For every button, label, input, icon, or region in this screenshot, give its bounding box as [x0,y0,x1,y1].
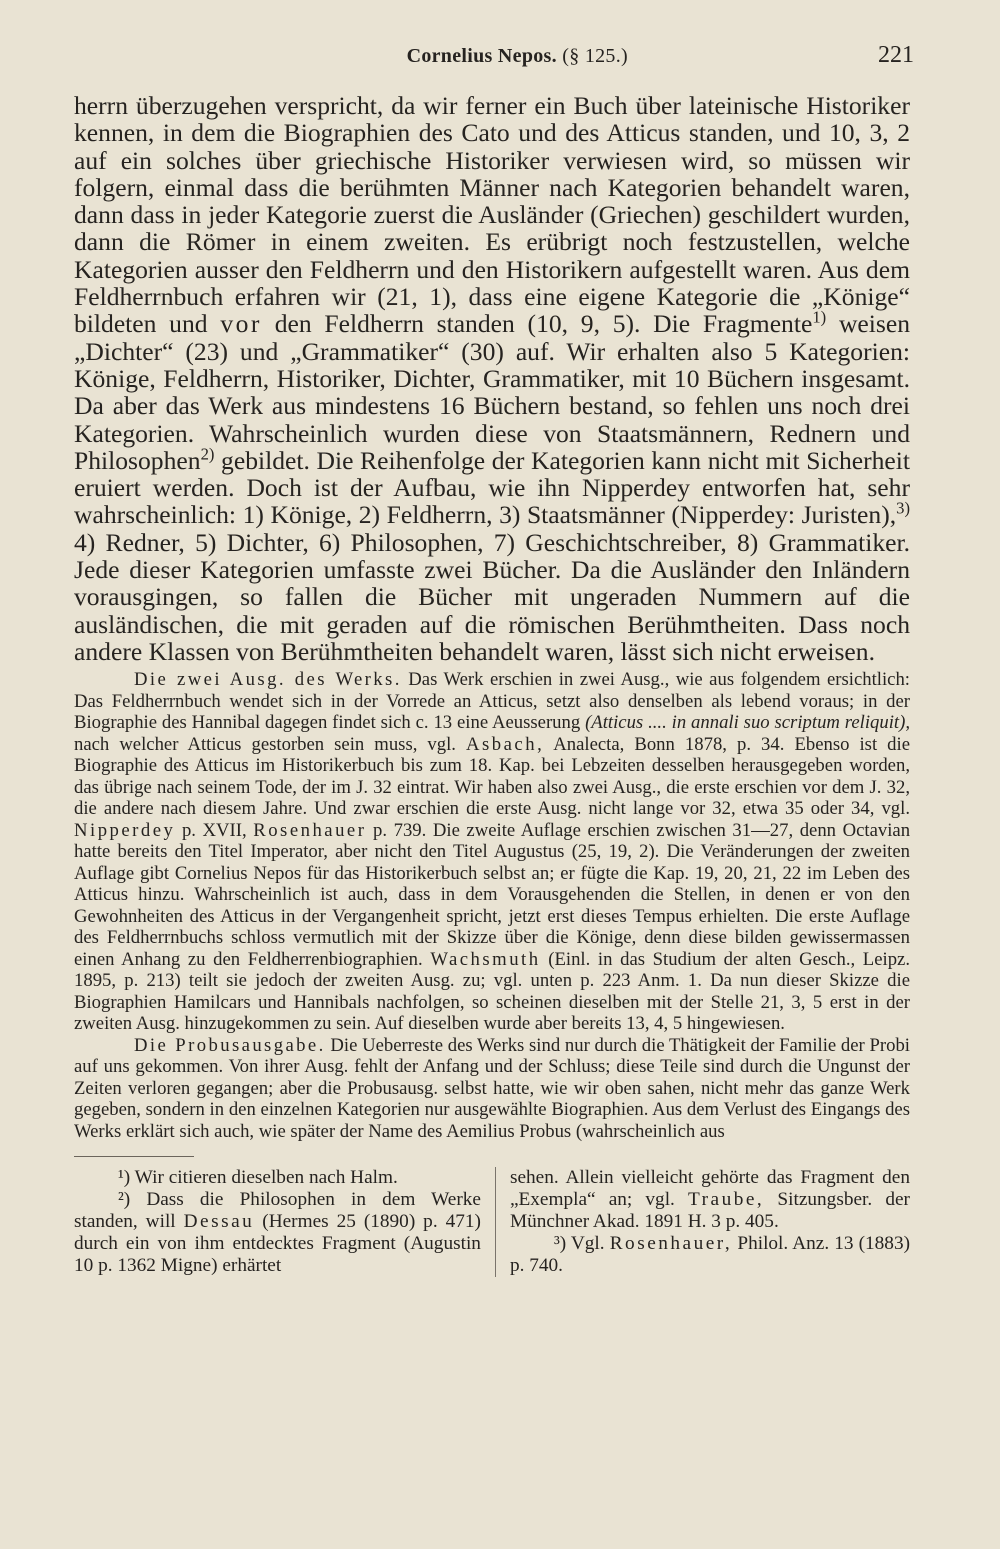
author-nipperdey: Nipperdey [74,819,176,841]
note-probus-text: Die Ueberreste des Werks sind nur durch die Thätigkeit der Familie der Probi auf uns gekommen. Von ihrer Ausg. fehlt der Anfang und der Schluss; diese Teile sind durch die Ungunst der Zeiten verloren gegangen; aber die Probusausg. selbst hatte, wie wir oben sahen, nicht mehr das ganze Werk gegeben, sondern in den einzelnen Kategorien nur ausgewählte Biographien. Aus dem Verlust des Eingangs des Werks erklärt sich auch, wie später der Name des Aemilius Probus (wahrscheinlich aus [74,1034,910,1142]
note-label-probus: Die Probusausgabe. [134,1034,326,1056]
author-dessau: Dessau [183,1211,255,1233]
note-label-two-editions: Die zwei Ausg. des Werks. [134,669,402,691]
footnotes [74,1167,910,1277]
main-paragraph [74,92,910,665]
main-text-spaced-vor: vor [220,309,262,339]
footnote-3-text-a: ³) Vgl. [553,1233,605,1255]
running-title-name: Cornelius Nepos. [406,45,557,67]
note-probus [74,1035,910,1143]
author-rosenhauer-footnote: Rosenhauer, [609,1233,733,1255]
author-traube: Traube, [688,1189,765,1211]
footnote-marker-1: 1) [812,307,827,327]
author-rosenhauer: Rosenhauer [253,819,367,841]
footnote-2-text-c: sehen. Allein vielleicht gehörte das Fragment den „Exempla“ an; vgl. [509,1167,910,1211]
page-header [74,42,914,82]
footnote-marker-2: 2) [200,444,215,464]
footnote-rule [74,1156,194,1157]
running-title-section: (§ 125.) [562,45,628,67]
footnotes-right-column [496,1167,910,1277]
note-text-d: p. XVII, [181,819,247,841]
main-text-part5: 4) Redner, 5) Dichter, 6) Philosophen, 7) Geschichtschreiber, 8) Grammatiker. Jede dieser Kategorien umfasste zwei Bücher. Da die Ausländer den Inländern vorausgingen, so fallen die Bücher mit ungeraden Nummern auf die ausländischen, die mit geraden auf die römischen Berühmtheiten. Dass noch andere Klassen von Berühmtheiten behandelt waren, lässt sich nicht erweisen. [74,527,910,666]
main-text-part1: herrn überzugehen verspricht, da wir ferner ein Buch über lateinische Historiker kennen, in dem die Biographien des Cato und des Atticus standen, und 10, 3, 2 auf ein solches über griechische Historiker verwiesen wird, so müssen wir folgern, einmal dass die berühmten Männer nach Kategorien behandelt waren, dann dass in jeder Kategorie zuerst die Ausländer (Griechen) geschildert wurden, dann die Römer in einem zweiten. Es erübrigt noch festzustellen, welche Kategorien ausser den Feldherrn und den Historikern aufgestellt waren. Aus dem Feldherrnbuch erfahren wir (21, 1), dass eine eigene Kategorie die „Könige“ bildeten und [74,91,910,339]
note-two-editions [74,669,910,1035]
footnote-3-text-b: Philol. Anz. 13 (1883) p. 740. [509,1233,911,1277]
main-text-part4: gebildet. Die Reihenfolge der Kategorien kann nicht mit Sicherheit eruiert werden. Doch ist der Aufbau, wie ihn Nipperdey entworfen hat, sehr wahrscheinlich: 1) Könige, 2) Feldherrn, 3) Staatsmänner (Nipperdey: Juristen), [74,445,910,530]
footnotes-left-column [74,1167,496,1277]
main-text-part3: weisen „Dichter“ (23) und „Grammatiker“ (30) auf. Wir erhalten also 5 Kategorien: Könige, Feldherrn, Historiker, Dichter, Grammatiker, mit 10 Büchern insgesamt. Da aber das Werk aus mindestens 16 Büchern bestand, so fehlen uns noch drei Kategorien. Wahrscheinlich wurden diese von Staatsmännern, Rednern und Philosophen [74,309,911,475]
footnote-2-text-b: (Hermes 25 (1890) p. 471) durch ein von ihm entdecktes Fragment (Augustin 10 p. 1362 Migne) erhärtet [74,1211,481,1277]
footnote-marker-3: 3) [896,498,910,518]
page-number: 221 [878,42,914,68]
running-title [407,45,628,68]
footnote-2-text-d: Sitzungsber. der Münchner Akad. 1891 H. 3 p. 405. [509,1189,910,1233]
note-text-b: nach welcher Atticus gestorben sein muss, vgl. [74,733,456,755]
note-text-a: Das Werk erschien in zwei Ausg., wie aus folgendem ersichtlich: Das Feldherrnbuch wendet sich in der Vorrede an Atticus, setzt also denselben als lebend voraus; in der Biographie des Hannibal dagegen findet sich c. 13 eine Aeusserung [74,669,910,734]
note-text-e: p. 739. Die zweite Auflage erschien zwischen 31—27, denn Octavian hatte bereits den Titel Imperator, aber nicht den Titel Augustus (25, 19, 2). Die Veränderungen der zweiten Auflage gibt Cornelius Nepos für das Historikerbuch selbst an; er fügte die Kap. 19, 20, 21, 22 im Leben des Atticus hinzu. Wahrscheinlich ist auch, dass in dem Vorausgehenden die Stellen, in denen er von den Gewohnheiten des Atticus in der Vergangenheit spricht, jetzt erst dieses Tempus erhielten. Die erste Auflage des Feldherrnbuchs schloss vermutlich mit der Skizze über die Könige, denn diese bilden gewissermassen einen Anhang zu den Feldherrenbiographien. [74,819,911,970]
main-text-part2: den Feldherrn standen (10, 9, 5). Die Fragmente [274,309,813,339]
footnote-1: ¹) Wir citieren dieselben nach Halm. [118,1167,398,1189]
footnote-2-text-a: ²) Dass die Philosophen in dem Werke standen, will [74,1189,481,1233]
author-wachsmuth: Wachsmuth [430,948,541,970]
author-asbach: Asbach, [466,733,545,755]
note-text-f: (Einl. in das Studium der alten Gesch., Leipz. 1895, p. 213) teilt sie jedoch der zweiten Ausg. zu; vgl. unten p. 223 Anm. 1. Da nun dieser Skizze die Biographien Hamilcars und Hannibals nachfolgen, so scheinen dieselben mit der Stelle 21, 3, 5 erst in der zweiten Ausg. hinzugekommen zu sein. Auf dieselben wurde aber bereits 13, 4, 5 hingewiesen. [74,948,911,1035]
note-text-c: Analecta, Bonn 1878, p. 34. Ebenso ist die Biographie des Atticus im Historikerbuch bis zum 18. Kap. bei Lebzeiten desselben herausgegeben worden, das übrige nach seinem Tode, der im J. 32 eintrat. Wir haben also zwei Ausg., die erste erschien vor dem J. 32, die andere nach diesem Jahre. Und zwar erschien die erste Ausg. nicht lange vor 32, etwa 35 oder 34, vgl. [74,733,911,820]
note-latin-quote: (Atticus .... in annali suo scriptum reliquit), [585,712,910,734]
